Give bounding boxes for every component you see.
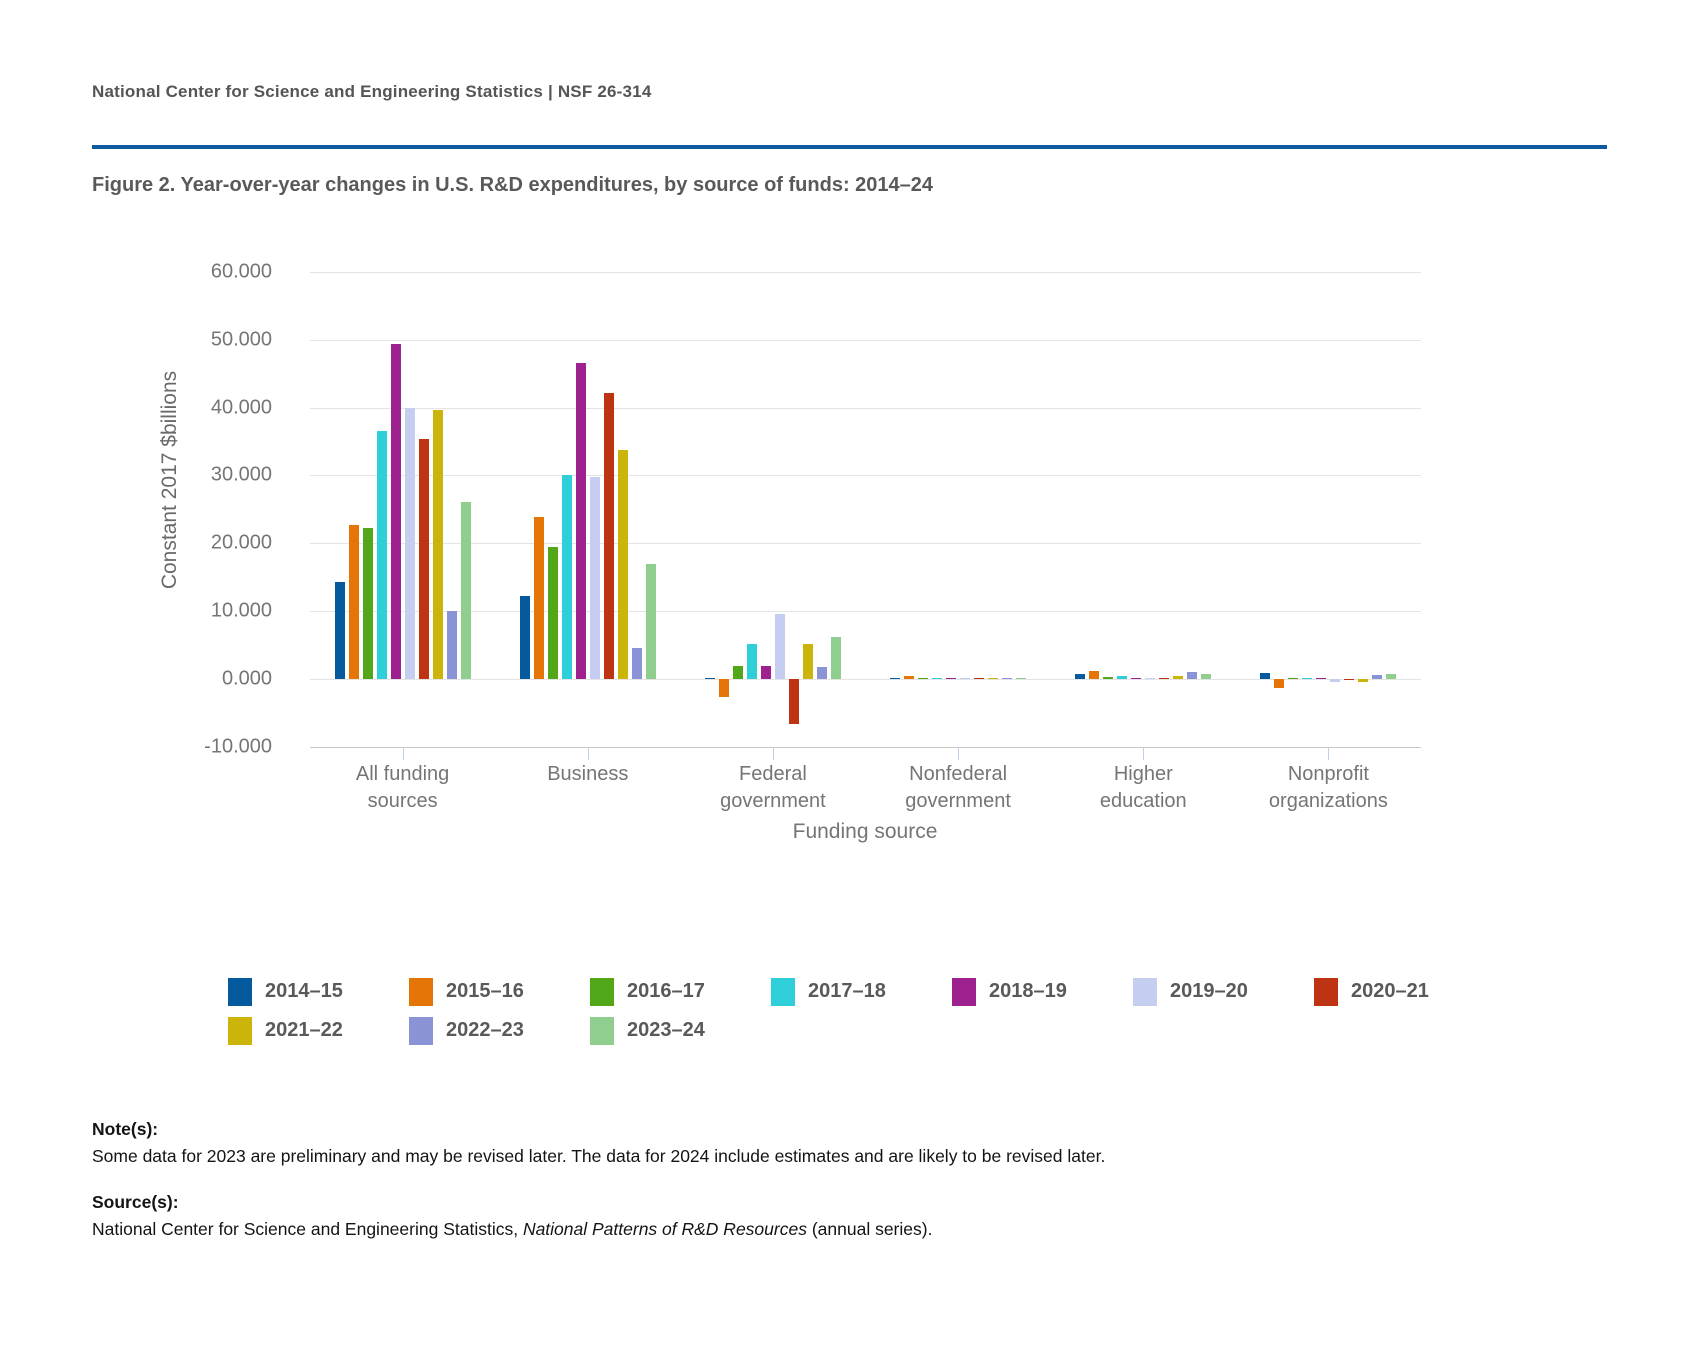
legend-swatch	[409, 1017, 433, 1045]
gridline	[310, 475, 1421, 476]
legend-item	[228, 972, 409, 1011]
bar	[618, 450, 628, 679]
bar	[1002, 678, 1012, 679]
legend-item	[590, 1011, 771, 1050]
bar	[775, 614, 785, 679]
legend-item	[590, 972, 771, 1011]
gridline	[310, 747, 1421, 748]
legend-label: 2017–18	[808, 980, 886, 1002]
gridline	[310, 679, 1421, 680]
x-axis-tick	[588, 747, 589, 760]
category-label: Nonprofit organizations	[1268, 763, 1388, 812]
bar	[719, 679, 729, 697]
bar	[904, 676, 914, 679]
sources-label: Source(s):	[92, 1192, 179, 1212]
bar	[363, 528, 373, 679]
legend-item	[409, 972, 590, 1011]
bar	[1117, 676, 1127, 679]
legend-swatch	[228, 1017, 252, 1045]
legend-label: 2021–22	[265, 1019, 343, 1041]
bar	[1103, 677, 1113, 679]
sources-text-suffix: (annual series).	[806, 1219, 933, 1239]
gridline	[310, 272, 1421, 273]
y-tick-label: 30.000	[210, 463, 272, 486]
y-tick-label: -10.000	[204, 735, 272, 758]
sources-text-title: National Patterns of R&D Resources	[522, 1219, 807, 1239]
bar	[974, 678, 984, 679]
bar	[604, 393, 614, 679]
bar	[576, 363, 586, 679]
category-label: All funding sources	[355, 763, 450, 812]
y-axis-title: Constant 2017 $billions	[158, 370, 181, 590]
bar	[1386, 674, 1396, 679]
bar	[1316, 678, 1326, 679]
bar	[590, 477, 600, 679]
bar	[747, 644, 757, 679]
legend-label: 2022–23	[446, 1019, 524, 1041]
bar	[1260, 673, 1270, 679]
bar	[548, 547, 558, 679]
bar	[960, 678, 970, 679]
notes-block	[92, 1116, 1105, 1243]
x-axis-tick	[1328, 747, 1329, 760]
y-tick-label: 20.000	[210, 531, 272, 554]
bar	[890, 678, 900, 679]
bar	[988, 678, 998, 679]
category-label: Nonfederal government	[905, 763, 1011, 812]
bar	[562, 475, 572, 679]
bar	[1302, 678, 1312, 679]
figure-title: Figure 2. Year-over-year changes in U.S. R&D expenditures, by source of funds: 2014–24	[92, 174, 934, 196]
bar	[1288, 678, 1298, 679]
bar	[1131, 678, 1141, 679]
bar	[831, 637, 841, 679]
bar	[405, 408, 415, 679]
legend-label: 2023–24	[627, 1019, 705, 1041]
bar	[817, 667, 827, 679]
legend-label: 2016–17	[627, 980, 705, 1002]
sources-text-prefix: National Center for Science and Engineering Statistics,	[92, 1219, 523, 1239]
gridline	[310, 543, 1421, 544]
bar	[447, 611, 457, 679]
bar	[1344, 679, 1354, 680]
category-label: Business	[547, 763, 629, 785]
bar	[1330, 679, 1340, 682]
bar	[461, 502, 471, 679]
notes-gap	[92, 1170, 1105, 1189]
bar	[1089, 671, 1099, 679]
bar	[419, 439, 429, 679]
legend-swatch	[409, 978, 433, 1006]
legend-item	[952, 972, 1133, 1011]
bar	[534, 517, 544, 679]
legend-swatch	[590, 978, 614, 1006]
legend-swatch	[952, 978, 976, 1006]
bar	[1358, 679, 1368, 682]
report-header: National Center for Science and Engineering Statistics | NSF 26-314	[92, 82, 652, 101]
bar	[335, 582, 345, 679]
x-axis-tick	[1143, 747, 1144, 760]
bar	[1187, 672, 1197, 679]
bar	[646, 564, 656, 679]
bar	[433, 410, 443, 679]
notes-text: Some data for 2023 are preliminary and may be revised later. The data for 2024 include estimates and are likely to be revised later.	[92, 1146, 1106, 1166]
legend-label: 2015–16	[446, 980, 524, 1002]
bar	[632, 648, 642, 679]
y-tick-label: 40.000	[210, 396, 272, 419]
bar	[1159, 678, 1169, 679]
sources-text	[92, 1216, 1105, 1243]
y-tick-label: 0.000	[221, 667, 272, 690]
y-tick-label: 60.000	[210, 260, 272, 283]
bar	[789, 679, 799, 724]
bar	[932, 678, 942, 679]
legend-item	[1133, 972, 1314, 1011]
legend-item	[228, 1011, 409, 1050]
y-tick-label: 50.000	[210, 328, 272, 351]
x-axis-tick	[403, 747, 404, 760]
x-axis-tick	[958, 747, 959, 760]
bar	[1016, 678, 1026, 679]
bar	[1372, 675, 1382, 679]
legend-swatch	[228, 978, 252, 1006]
bar	[705, 678, 715, 679]
gridline	[310, 611, 1421, 612]
bar	[946, 678, 956, 679]
bar	[377, 431, 387, 679]
gridline	[310, 408, 1421, 409]
legend-swatch	[1133, 978, 1157, 1006]
bar	[761, 666, 771, 679]
legend-label: 2014–15	[265, 980, 343, 1002]
legend-item	[409, 1011, 590, 1050]
legend-swatch	[590, 1017, 614, 1045]
legend-label: 2018–19	[989, 980, 1067, 1002]
category-label: Higher education	[1099, 763, 1187, 812]
notes-label: Note(s):	[92, 1119, 159, 1139]
legend-label: 2019–20	[1170, 980, 1248, 1002]
x-axis-title: Funding source	[792, 820, 938, 843]
bar	[1274, 679, 1284, 688]
bar	[349, 525, 359, 679]
bar	[1173, 676, 1183, 679]
bar	[733, 666, 743, 679]
legend-swatch	[1314, 978, 1338, 1006]
bar	[520, 596, 530, 679]
bar	[391, 344, 401, 679]
bar	[1075, 674, 1085, 679]
category-label: Federal government	[720, 763, 826, 812]
bar	[918, 678, 928, 679]
gridline	[310, 340, 1421, 341]
legend	[228, 972, 1518, 1050]
bar	[803, 644, 813, 679]
x-axis-tick	[773, 747, 774, 760]
bar	[1201, 674, 1211, 679]
legend-label: 2020–21	[1351, 980, 1429, 1002]
legend-item	[771, 972, 952, 1011]
y-tick-label: 10.000	[210, 599, 272, 622]
bar	[1145, 678, 1155, 679]
legend-swatch	[771, 978, 795, 1006]
legend-item	[1314, 972, 1495, 1011]
